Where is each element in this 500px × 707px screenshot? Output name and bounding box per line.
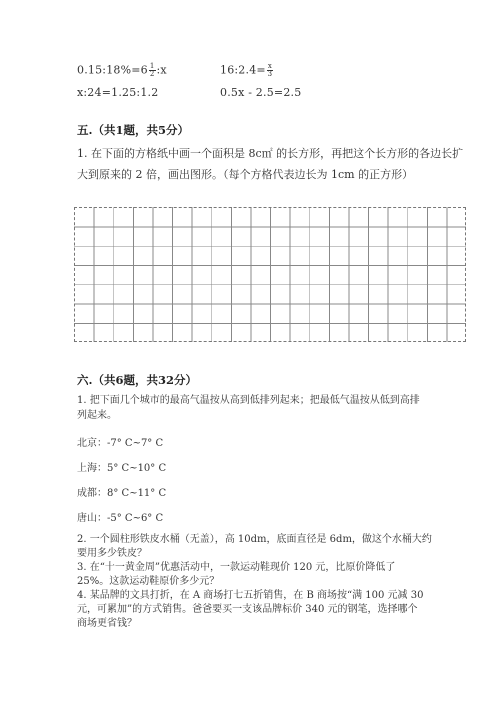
equation-4: 0.5x - 2.5=2.5	[220, 86, 302, 99]
section-6-question-2-line-1: 2. 一个圆柱形铁皮水桶（无盖），高 10dm，底面直径是 6dm，做这个水桶大约	[77, 534, 432, 545]
city-chengdu: 成都：8° C~11° C	[77, 488, 167, 499]
fraction: $\frac{x}{3}$	[267, 62, 273, 78]
section-6-question-4-line-2: 元，可累加”的方式销售。爸爸要买一支该品牌标价 340 元的钢笔，选择哪个	[77, 604, 418, 615]
section-5-title: 五.（共1题，共5分）	[77, 123, 190, 137]
section-6-title: 六.（共6题，共32分）	[77, 373, 198, 387]
equation-1-text: 0.15:18%=6	[77, 63, 148, 77]
section-6-question-1-line-2: 列起来。	[77, 410, 117, 421]
section-5-question-1-line-1: 1. 在下面的方格纸中画一个面积是 8c㎡ 的长方形，再把这个长方形的各边长扩	[77, 147, 464, 160]
city-beijing: 北京：-7° C~7° C	[77, 438, 164, 449]
section-6-question-2-line-2: 要用多少铁皮？	[77, 548, 147, 559]
equation-2-text: 16:2.4=	[220, 63, 266, 77]
section-5-question-1-line-2: 大到原来的 2 倍，画出图形。（每个方格代表边长为 1cm 的正方形）	[77, 168, 414, 181]
city-tangshan: 唐山：-5° C~6° C	[77, 513, 164, 524]
city-shanghai: 上海：5° C~10° C	[77, 463, 167, 474]
section-6-question-4-line-3: 商场更省钱？	[77, 618, 137, 629]
section-6-question-1-line-1: 1. 把下面几个城市的最高气温按从高到低排列起来；把最低气温按从低到高排	[77, 395, 420, 406]
equation-3: x:24=1.25:1.2	[77, 86, 159, 99]
equation-2	[220, 63, 274, 78]
fraction: $\frac{1}{2}$	[149, 62, 155, 78]
grid-paper[interactable]	[74, 207, 466, 342]
section-6-question-3-line-1: 3. 在“十一黄金周”优惠活动中，一款运动鞋现价 120 元，比原价降低了	[77, 562, 396, 573]
section-6-question-4-line-1: 4. 某品牌的文具打折，在 A 商场打七五折销售，在 B 商场按“满 100 元减 30	[77, 590, 424, 601]
section-6-question-3-line-2: 25%。这款运动鞋原价多少元？	[77, 576, 220, 587]
equation-1: 0.15:18%=6 $\frac{1}{2}$ :x	[77, 62, 167, 78]
